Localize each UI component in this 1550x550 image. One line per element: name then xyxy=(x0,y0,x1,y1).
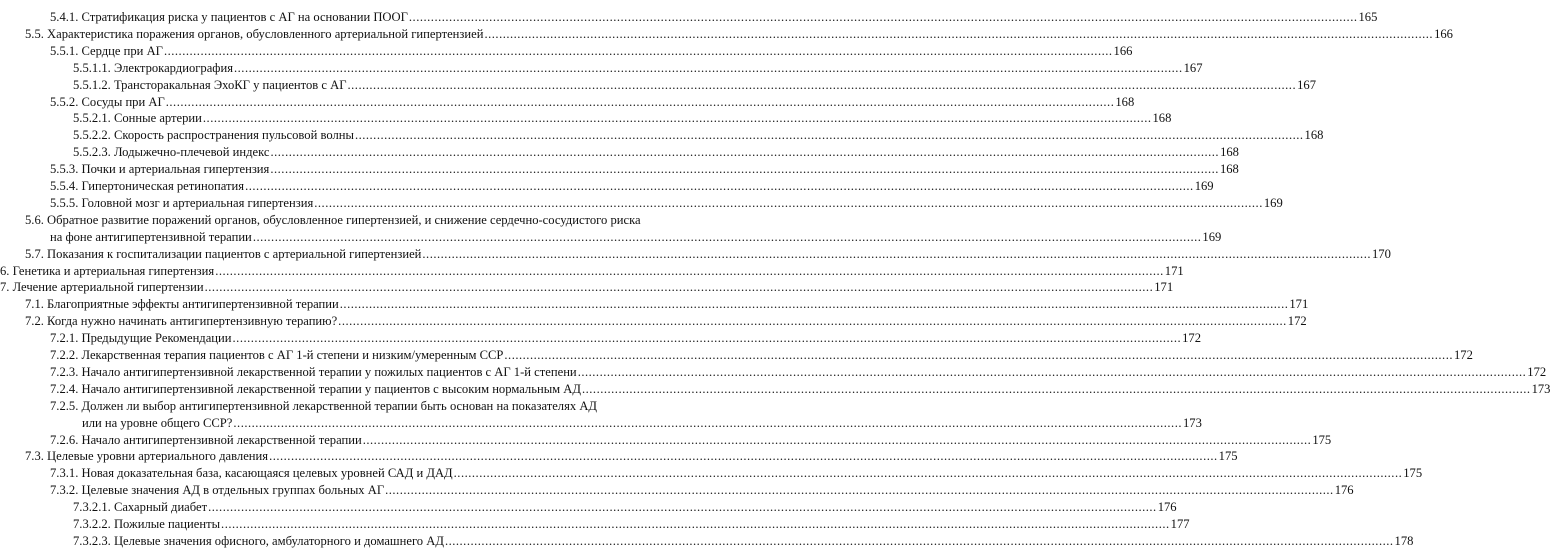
toc-dot-leader: .................................................................................................................................................................................................................................................................... xyxy=(204,280,1154,295)
toc-page-number: 171 xyxy=(1289,297,1309,312)
toc-page-number: 166 xyxy=(1113,43,1133,58)
toc-entry[interactable] xyxy=(0,246,1391,263)
toc-entry-title: на фоне антигипертензивной терапии xyxy=(50,229,252,244)
toc-entry[interactable] xyxy=(0,110,1172,127)
toc-page-number: 168 xyxy=(1219,162,1239,177)
toc-entry-title: Лекарственная терапия пациентов с АГ 1-й степени и низким/умеренным ССР xyxy=(81,348,504,362)
toc-page-number: 172 xyxy=(1287,314,1307,329)
toc-entry-title: Гипертоническая ретинопатия xyxy=(81,179,245,193)
toc-entry-title: Стратификация риска у пациентов с АГ на основании ПООГ xyxy=(81,10,408,24)
toc-entry-number: 5.6. xyxy=(25,212,48,227)
toc-entry-number: 7.3.1. xyxy=(50,466,82,481)
toc-entry[interactable] xyxy=(0,296,1309,313)
toc-page-number: 167 xyxy=(1297,77,1316,92)
toc-entry[interactable] xyxy=(0,77,1316,94)
toc-entry[interactable] xyxy=(0,144,1239,161)
toc-entry[interactable] xyxy=(0,465,1423,482)
toc-entry-number: 5.5.1.1. xyxy=(73,60,114,75)
toc-dot-leader: .................................................................................................................................................................................................................................................................... xyxy=(408,10,1358,24)
toc-dot-leader: .................................................................................................................................................................................................................................................................... xyxy=(338,314,1287,329)
toc-entry-title: Скорость распространения пульсовой волны xyxy=(113,128,354,143)
toc-entry-title: Целевые значения АД в отдельных группах больных АГ xyxy=(81,483,385,498)
toc-entry[interactable] xyxy=(0,26,1453,43)
toc-entry-number: 7. xyxy=(0,280,13,295)
toc-entry-number: 5.4.1. xyxy=(50,10,82,24)
toc-entry-number: 5.5.5. xyxy=(50,195,82,210)
toc-entry-number: 5.7. xyxy=(25,246,48,261)
toc-page-number: 171 xyxy=(1164,263,1184,278)
toc-dot-leader: .................................................................................................................................................................................................................................................................... xyxy=(208,500,1157,515)
toc-entry[interactable] xyxy=(0,364,1547,381)
toc-entry-title: Показания к госпитализации пациентов с артериальной гипертензией xyxy=(47,246,422,261)
toc-entry[interactable] xyxy=(0,161,1239,178)
toc-entry-number: 7.2.4. xyxy=(50,381,82,396)
toc-page-number: 170 xyxy=(1372,246,1391,261)
toc-dot-leader: .................................................................................................................................................................................................................................................................... xyxy=(270,162,1219,177)
toc-entry-title: Лечение артериальной гипертензии xyxy=(12,280,204,295)
toc-page-number: 169 xyxy=(1263,195,1283,210)
toc-entry-number: 5.5.2.3. xyxy=(73,145,114,160)
toc-page-number: 168 xyxy=(1304,128,1324,143)
toc-entry[interactable] xyxy=(0,516,1190,533)
toc-dot-leader: .................................................................................................................................................................................................................................................................... xyxy=(233,415,1182,430)
toc-page-number: 165 xyxy=(1358,10,1378,24)
toc-page-number: 171 xyxy=(1154,280,1174,295)
toc-page-number: 168 xyxy=(1220,145,1239,160)
toc-page-number: 178 xyxy=(1394,533,1414,548)
toc-dot-leader: .................................................................................................................................................................................................................................................................... xyxy=(385,483,1334,498)
toc-entry-title: Сосуды при АГ xyxy=(81,94,165,109)
toc-dot-leader: .................................................................................................................................................................................................................................................................... xyxy=(581,381,1531,396)
toc-entry[interactable] xyxy=(0,330,1202,347)
toc-entry[interactable] xyxy=(0,415,1202,432)
toc-dot-leader: .................................................................................................................................................................................................................................................................... xyxy=(362,432,1312,447)
toc-entry-number: 5.5.1.2. xyxy=(73,77,114,92)
toc-page-number: 173 xyxy=(1531,381,1550,396)
toc-entry-number: 5.5.2.1. xyxy=(73,111,114,126)
toc-page-number: 169 xyxy=(1202,229,1222,244)
toc-page-number: 173 xyxy=(1182,415,1202,430)
toc-dot-leader: .................................................................................................................................................................................................................................................................... xyxy=(234,60,1183,75)
toc-entry-title: Головной мозг и артериальная гипертензия xyxy=(81,195,314,210)
toc-entry-title: Когда нужно начинать антигипертензивную терапию? xyxy=(47,314,338,329)
toc-page-number: 177 xyxy=(1170,517,1190,531)
toc-page-number: 175 xyxy=(1403,466,1423,481)
toc-dot-leader: .................................................................................................................................................................................................................................................................... xyxy=(163,43,1113,58)
toc-entry-title: Новая доказательная база, касающаяся целевых уровней САД и ДАД xyxy=(81,466,453,481)
toc-page-number: 166 xyxy=(1434,26,1453,41)
toc-dot-leader: .................................................................................................................................................................................................................................................................... xyxy=(270,145,1220,160)
toc-dot-leader: .................................................................................................................................................................................................................................................................... xyxy=(347,77,1297,92)
toc-dot-leader: .................................................................................................................................................................................................................................................................... xyxy=(232,331,1182,346)
toc-dot-leader: .................................................................................................................................................................................................................................................................... xyxy=(577,364,1527,379)
toc-dot-leader: .................................................................................................................................................................................................................................................................... xyxy=(221,517,1170,531)
toc-entry-number: 7.2.6. xyxy=(50,432,82,447)
toc-entry[interactable] xyxy=(0,263,1184,280)
toc-page-number: 168 xyxy=(1152,111,1172,126)
toc-entry-title: Электрокардиография xyxy=(113,60,233,75)
toc-entry-number: 7.2.2. xyxy=(50,348,82,362)
toc-entry-title: Благоприятные эффекты антигипертензивной терапии xyxy=(47,297,339,312)
toc-entry-number: 7.2.3. xyxy=(50,364,82,379)
toc-entry-number: 5.5.2.2. xyxy=(73,128,114,143)
toc-entry[interactable] xyxy=(0,533,1414,550)
toc-dot-leader: .................................................................................................................................................................................................................................................................... xyxy=(202,111,1152,126)
toc-page-number: 172 xyxy=(1182,331,1202,346)
toc-entry-title: Генетика и артериальная гипертензия xyxy=(12,263,215,278)
toc-entry[interactable] xyxy=(0,178,1214,195)
toc-page-number: 176 xyxy=(1334,483,1354,498)
toc-page-number: 167 xyxy=(1183,60,1203,75)
toc-entry-title: Начало антигипертензивной лекарственной терапии у пожилых пациентов с АГ 1-й степени xyxy=(81,364,577,379)
toc-entry-title: Сахарный диабет xyxy=(113,500,208,515)
toc-entry[interactable] xyxy=(0,313,1307,330)
toc-dot-leader: .................................................................................................................................................................................................................................................................... xyxy=(444,533,1394,548)
toc-entry-number: 7.2.1. xyxy=(50,331,82,346)
toc-dot-leader: .................................................................................................................................................................................................................................................................... xyxy=(165,94,1115,109)
toc-page-number: 172 xyxy=(1454,348,1473,362)
toc-entry-number: 7.2.5. xyxy=(50,398,82,413)
toc-page-number: 172 xyxy=(1527,364,1547,379)
toc-entry-title: Целевые уровни артериального давления xyxy=(47,449,269,464)
toc-entry[interactable] xyxy=(0,212,841,229)
toc-entry[interactable] xyxy=(0,60,1203,77)
toc-entry[interactable] xyxy=(0,432,1332,449)
toc-entry[interactable] xyxy=(0,94,1135,111)
toc-entry-number: 7.3.2.1. xyxy=(73,500,114,515)
toc-entry[interactable] xyxy=(0,381,1550,398)
toc-entry[interactable] xyxy=(0,448,1238,465)
toc-entry-title: Целевые значения офисного, амбулаторного и домашнего АД xyxy=(113,533,444,548)
toc-entry-number: 7.3. xyxy=(25,449,48,464)
toc-entry[interactable] xyxy=(0,127,1324,144)
toc-dot-leader: .................................................................................................................................................................................................................................................................... xyxy=(339,297,1289,312)
toc-entry[interactable] xyxy=(0,195,1283,212)
toc-entry[interactable] xyxy=(0,43,1133,60)
toc-page-number: 175 xyxy=(1218,449,1238,464)
toc-dot-leader: .................................................................................................................................................................................................................................................................... xyxy=(354,128,1304,143)
toc-dot-leader: .................................................................................................................................................................................................................................................................... xyxy=(504,348,1453,362)
toc-entry-number: 5.5.2. xyxy=(50,94,82,109)
toc-entry-number: 5.5.3. xyxy=(50,162,82,177)
toc-page-number: 175 xyxy=(1312,432,1332,447)
toc-entry-number: 6. xyxy=(0,263,13,278)
toc-dot-leader: .................................................................................................................................................................................................................................................................... xyxy=(245,179,1194,193)
toc-entry-title: Сердце при АГ xyxy=(81,43,163,58)
toc-entry-title: Начало антигипертензивной лекарственной терапии у пациентов с высоким нормальным АД xyxy=(81,381,581,396)
toc-dot-leader: .................................................................................................................................................................................................................................................................... xyxy=(422,246,1371,261)
toc-dot-leader: .................................................................................................................................................................................................................................................................... xyxy=(314,195,1263,210)
toc-entry-title: Должен ли выбор антигипертензивной лекарственной терапии быть основан на показателях АД xyxy=(81,398,598,413)
toc-entry-number: 5.5. xyxy=(25,26,48,41)
toc-entry[interactable] xyxy=(0,229,1222,246)
toc-entry-title: или на уровне общего ССР? xyxy=(82,415,233,430)
toc-entry-title: Трансторакальная ЭхоКГ у пациентов с АГ xyxy=(113,77,347,92)
toc-dot-leader: .................................................................................................................................................................................................................................................................... xyxy=(453,466,1403,481)
toc-dot-leader: .................................................................................................................................................................................................................................................................... xyxy=(215,263,1164,278)
toc-dot-leader: .................................................................................................................................................................................................................................................................... xyxy=(252,229,1202,244)
toc-entry[interactable] xyxy=(0,398,841,415)
toc-dot-leader: .................................................................................................................................................................................................................................................................... xyxy=(269,449,1218,464)
toc-entry-number: 7.3.2. xyxy=(50,483,82,498)
toc-entry-title: Почки и артериальная гипертензия xyxy=(81,162,270,177)
toc-entry[interactable] xyxy=(0,347,1473,364)
toc-entry-title: Обратное развитие поражений органов, обусловленное гипертензией, и снижение сердечно-сосудистого риска xyxy=(47,212,641,227)
toc-entry-number: 7.2. xyxy=(25,314,48,329)
toc-dot-leader: .................................................................................................................................................................................................................................................................... xyxy=(484,26,1434,41)
toc-entry-number: 7.3.2.2. xyxy=(73,517,114,531)
toc-entry-number: 5.5.4. xyxy=(50,179,82,193)
toc-entry-number: 5.5.1. xyxy=(50,43,82,58)
toc-page-number: 176 xyxy=(1157,500,1177,515)
toc-entry-title: Предыдущие Рекомендации xyxy=(81,331,232,346)
toc-page-number: 169 xyxy=(1194,179,1214,193)
toc-entry[interactable] xyxy=(0,499,1177,516)
toc-entry[interactable] xyxy=(0,279,1174,296)
toc-entry-title: Характеристика поражения органов, обусловленного артериальной гипертензией xyxy=(47,26,484,41)
toc-entry-title: Сонные артерии xyxy=(113,111,202,126)
toc-entry[interactable] xyxy=(0,9,1378,26)
toc-entry-title: Лодыжечно-плечевой индекс xyxy=(113,145,270,160)
toc-page-number: 168 xyxy=(1115,94,1135,109)
toc-entry-title: Начало антигипертензивной лекарственной терапии xyxy=(81,432,362,447)
toc-entry-title: Пожилые пациенты xyxy=(113,517,221,531)
toc-entry-number: 7.1. xyxy=(25,297,48,312)
toc-entry[interactable] xyxy=(0,482,1354,499)
toc-entry-number: 7.3.2.3. xyxy=(73,533,114,548)
